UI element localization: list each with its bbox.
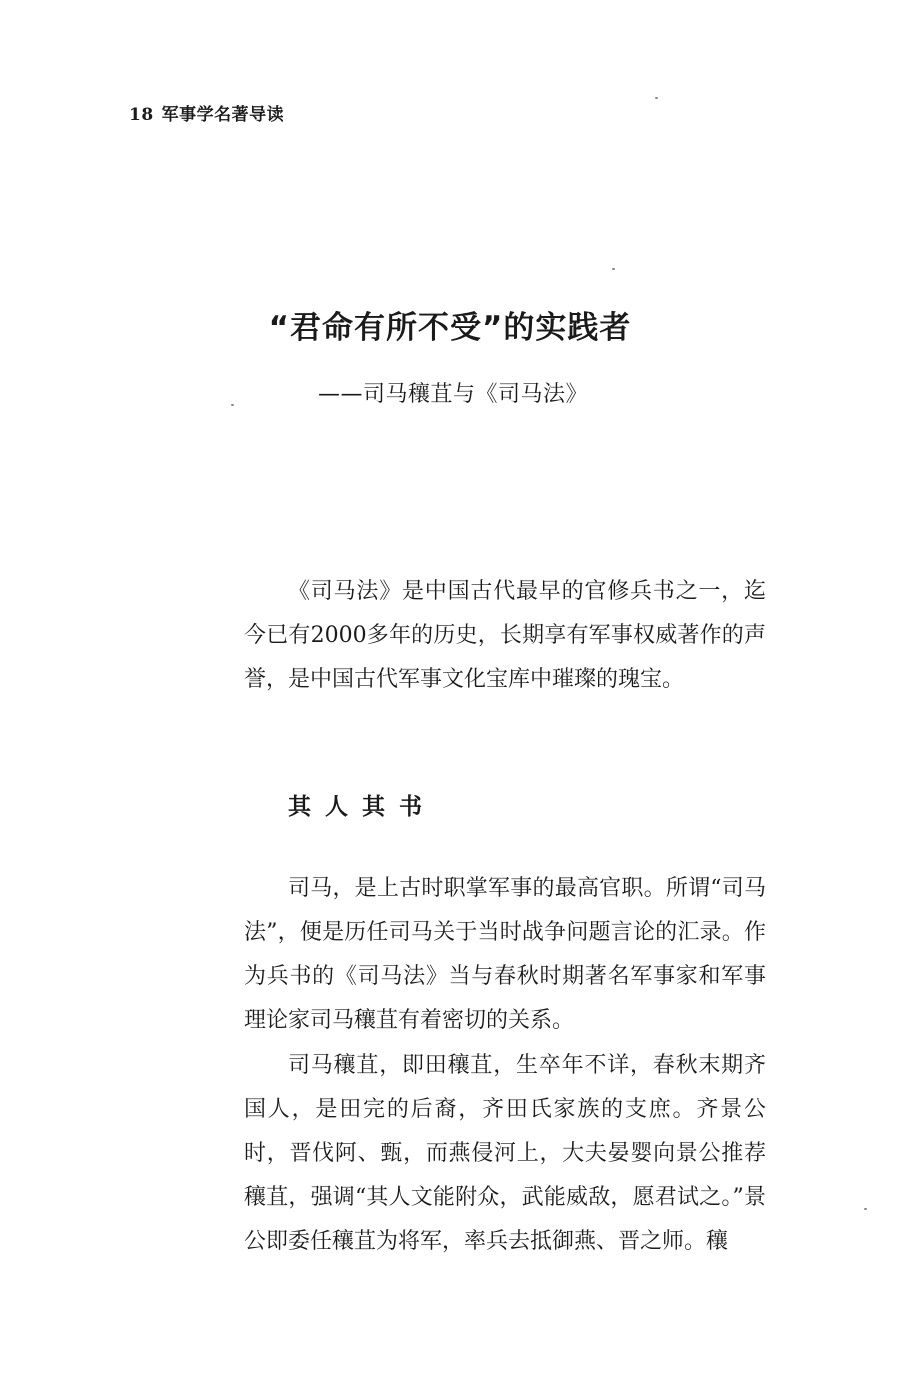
body-paragraph: 司马穰苴，即田穰苴，生卒年不详，春秋末期齐国人，是田完的后裔，齐田氏家族的支庶。齐景公时，晋伐阿、甄，而燕侵河上，大夫晏婴向景公推荐穰苴，强调“其人文能附众，武能威敌，愿君试之。”景公即委任穰苴为将军，率兵去抵御燕、晋之师。穰 (244, 1053, 766, 1254)
scan-speck (231, 404, 234, 406)
chapter-title: “君命有所不受”的实践者 (268, 310, 632, 346)
body-paragraph: 司马，是上古时职掌军事的最高官职。所谓“司马法”，便是历任司马关于当时战争问题言论的汇录。作为兵书的《司马法》当与春秋时期著名军事家和军事理论家司马穰苴有着密切的关系。 (244, 876, 766, 1033)
chapter-subtitle: ——司马穰苴与《司马法》 (318, 382, 589, 407)
scan-speck (864, 1208, 867, 1210)
intro-paragraph: 《司马法》是中国古代最早的官修兵书之一，迄今已有2000多年的历史，长期享有军事权威著作的声誉，是中国古代军事文化宝库中璀璨的瑰宝。 (244, 579, 766, 692)
page-number: 18 (129, 105, 154, 125)
scan-speck (655, 97, 658, 99)
running-header (129, 100, 284, 125)
book-title: 军事学名著导读 (161, 105, 285, 125)
section-heading: 其人其书 (288, 794, 436, 820)
scan-speck (612, 268, 615, 270)
